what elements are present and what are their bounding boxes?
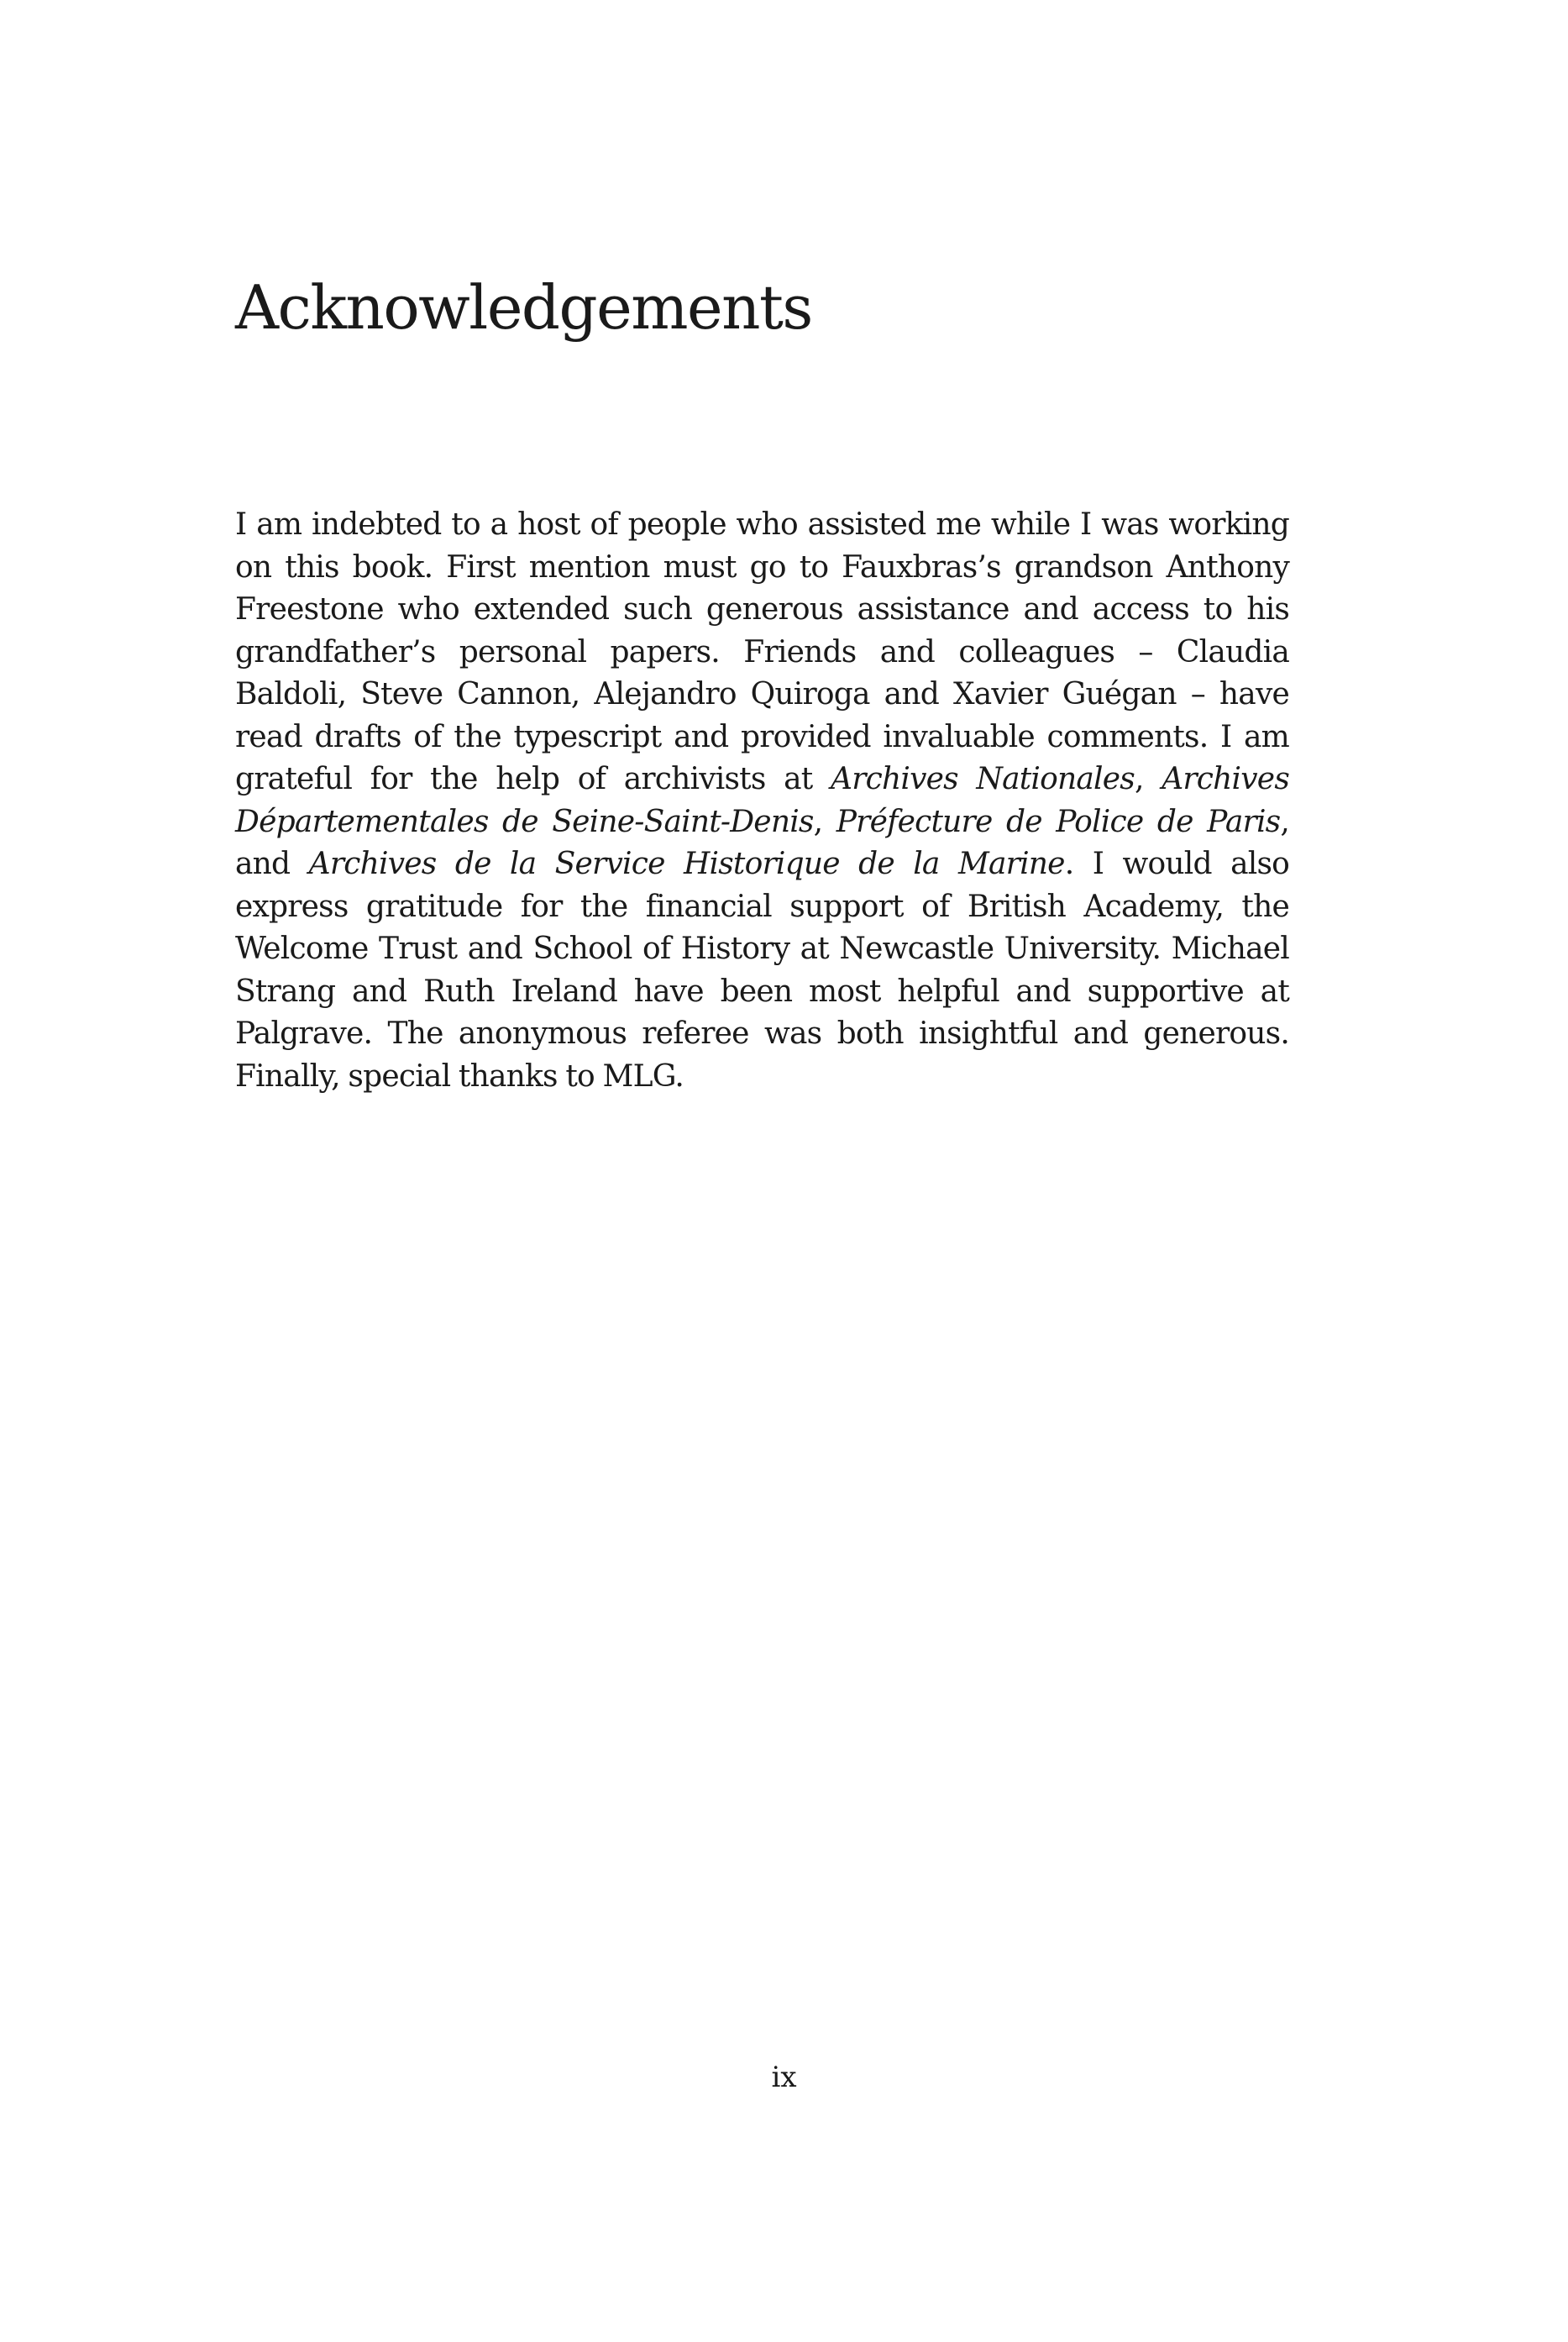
- archive-name-departementales: Archives Départementales de Seine-Saint-Denis: [235, 762, 1289, 839]
- archive-name-archives-nationales: Archives Nationales: [831, 762, 1135, 796]
- page-title: Acknowledgements: [235, 272, 812, 343]
- paragraph-text-2: ,: [1134, 762, 1162, 796]
- paragraph-text-5: . I would also express gratitude for the financial support of British Academy, the Welcome Trust and School of History at Newcastle University. Michael Strang and Ruth Ireland have been most helpful and supportive at Palgrave. The anonymous referee was both insightful and generous. Finally, special thanks to MLG.: [235, 847, 1290, 1094]
- paragraph-text-1: I am indebted to a host of people who assisted me while I was working on this book. First mention must go to Fauxbras’s grandson Anthony Freestone who extended such generous assistance and access to his grandfather’s personal papers. Friends and colleagues – Claudia Baldoli, Steve Cannon, Alejandro Quiroga and Xavier Guégan – have read drafts of the typescript and provided invaluable comments. I am grateful for the help of archivists at: [235, 507, 1289, 796]
- archive-name-marine: Archives de la Service Historique de la Marine: [308, 847, 1065, 881]
- paragraph-text-3: ,: [813, 804, 836, 839]
- archive-name-prefecture: Préfecture de Police de Paris: [836, 804, 1281, 839]
- page-number: ix: [771, 2061, 797, 2094]
- acknowledgements-paragraph: [235, 504, 1289, 1098]
- paragraph-text-4: , and: [235, 804, 1289, 881]
